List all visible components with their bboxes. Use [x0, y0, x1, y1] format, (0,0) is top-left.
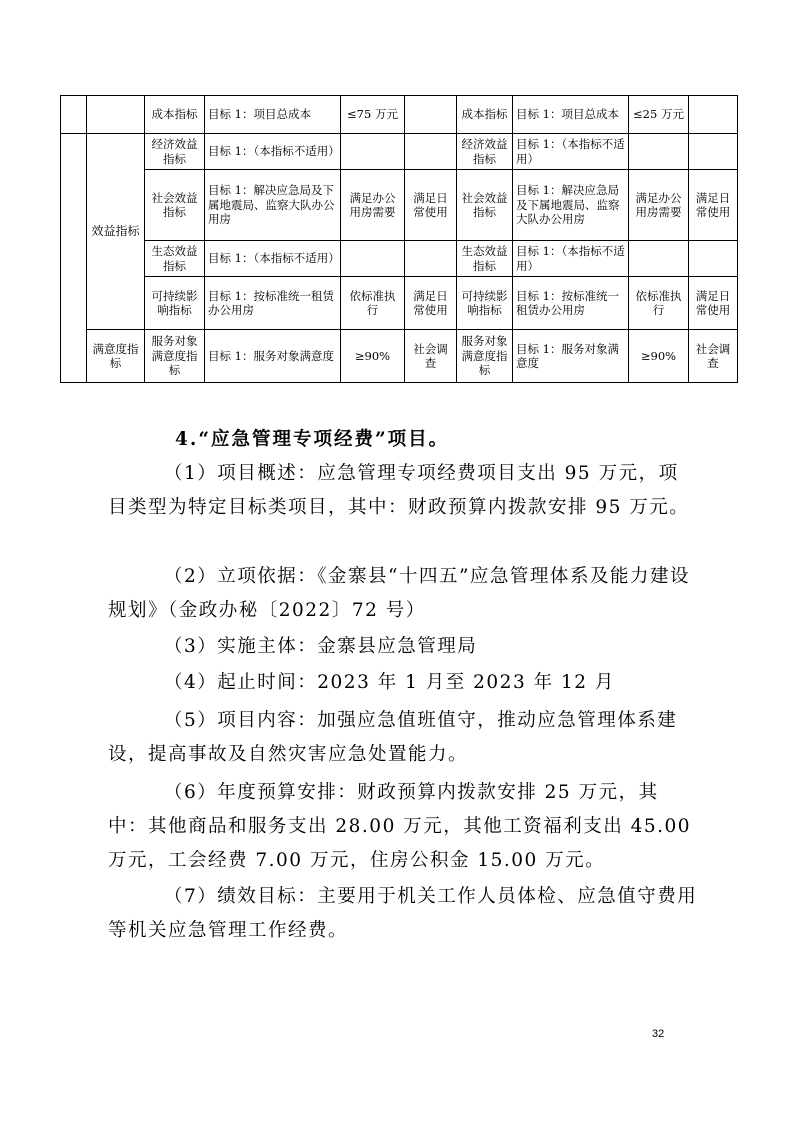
- benefit-target-right: 目标 1：（本指标不适用）: [513, 134, 629, 170]
- satisfaction-category-label: 满意度指标: [87, 330, 145, 383]
- satisfaction-indicator-label-right: 服务对象满意度指标: [457, 330, 513, 383]
- paragraph-overview: （1）项目概述：应急管理专项经费项目支出 95 万元，项目类型为特定目标类项目，其中：财政预算内拨款安排 95 万元。: [108, 463, 690, 518]
- satisfaction-indicator-label: 服务对象满意度指标: [145, 330, 205, 383]
- benefit-target-right: 目标 1：（本指标不适用）: [513, 241, 629, 277]
- table-row: [61, 96, 738, 134]
- benefit-value-right: [629, 241, 689, 277]
- benefit-method-right: [689, 134, 738, 170]
- benefit-target-left: 目标 1：（本指标不适用）: [205, 134, 341, 170]
- table-row: [61, 277, 738, 330]
- benefit-method-right: 满足日常使用: [689, 277, 738, 330]
- cost-value-left: ≤75 万元: [341, 96, 405, 134]
- satisfaction-method-right: 社会调查: [689, 330, 738, 383]
- paragraph-content: （5）项目内容：加强应急值班值守，推动应急管理体系建设，提高事故及自然灾害应急处置能力。: [108, 710, 678, 765]
- benefit-method-right: 满足日常使用: [689, 170, 738, 241]
- section-heading: 4.“应急管理专项经费”项目。: [175, 429, 450, 450]
- benefit-indicator-label: 社会效益指标: [145, 170, 205, 241]
- benefit-indicator-label-right: 可持续影响指标: [457, 277, 513, 330]
- performance-indicator-table: [60, 95, 738, 383]
- satisfaction-method-left: 社会调查: [405, 330, 457, 383]
- benefit-method-left: 满足日常使用: [405, 170, 457, 241]
- benefit-method-left: [405, 241, 457, 277]
- benefit-indicator-label: 生态效益指标: [145, 241, 205, 277]
- cost-value-right: ≤25 万元: [629, 96, 689, 134]
- paragraph-goal: （7）绩效目标：主要用于机关工作人员体检、应急值守费用等机关应急管理工作经费。: [108, 886, 698, 941]
- benefit-indicator-label-right: 社会效益指标: [457, 170, 513, 241]
- benefit-target-left: 目标 1：按标准统一租赁办公用房: [205, 277, 341, 330]
- benefit-value-right: [629, 134, 689, 170]
- benefit-method-right: [689, 241, 738, 277]
- cost-indicator-label: 成本指标: [145, 96, 205, 134]
- satisfaction-target-right: 目标 1：服务对象满意度: [513, 330, 629, 383]
- benefit-value-left: [341, 134, 405, 170]
- benefit-category-label: 效益指标: [87, 134, 145, 330]
- table-row: [61, 134, 738, 170]
- benefit-target-right: 目标 1：解决应急局及下属地震局、监察大队办公用房: [513, 170, 629, 241]
- benefit-method-left: [405, 134, 457, 170]
- paragraph-entity: （3）实施主体：金寨县应急管理局: [164, 636, 478, 657]
- benefit-target-right: 目标 1：按标准统一租赁办公用房: [513, 277, 629, 330]
- benefit-value-left: 满足办公用房需要: [341, 170, 405, 241]
- benefit-value-left: [341, 241, 405, 277]
- paragraph-basis: （2）立项依据：《金寨县“十四五”应急管理体系及能力建设规划》（金政办秘〔2022〕72 号）: [108, 566, 690, 621]
- table-row: [61, 170, 738, 241]
- cost-target-left: 目标 1：项目总成本: [205, 96, 341, 134]
- benefit-target-left: 目标 1：（本指标不适用）: [205, 241, 341, 277]
- benefit-indicator-label: 可持续影响指标: [145, 277, 205, 330]
- benefit-target-left: 目标 1：解决应急局及下属地震局、监察大队办公用房: [205, 170, 341, 241]
- satisfaction-value-right: ≥90%: [629, 330, 689, 383]
- table-cell: [689, 96, 738, 134]
- table-cell: [61, 96, 87, 134]
- table-row: [61, 241, 738, 277]
- page-number: 32: [652, 1028, 665, 1040]
- table-row: [61, 330, 738, 383]
- benefit-value-right: 依标准执行: [629, 277, 689, 330]
- benefit-value-right: 满足办公用房需要: [629, 170, 689, 241]
- benefit-value-left: 依标准执行: [341, 277, 405, 330]
- benefit-indicator-label: 经济效益指标: [145, 134, 205, 170]
- performance-table-section: [60, 95, 737, 383]
- cost-indicator-label-right: 成本指标: [457, 96, 513, 134]
- table-cell: [405, 96, 457, 134]
- table-cell: [87, 96, 145, 134]
- benefit-indicator-label-right: 经济效益指标: [457, 134, 513, 170]
- satisfaction-value-left: ≥90%: [341, 330, 405, 383]
- paragraph-budget: （6）年度预算安排：财政预算内拨款安排 25 万元，其中：其他商品和服务支出 28.00 万元，其他工资福利支出 45.00 万元，工会经费 7.00 万元，住房公积金 15.00 万元。: [108, 782, 692, 871]
- benefit-indicator-label-right: 生态效益指标: [457, 241, 513, 277]
- satisfaction-target-left: 目标 1：服务对象满意度: [205, 330, 341, 383]
- paragraph-period: （4）起止时间：2023 年 1 月至 2023 年 12 月: [164, 672, 615, 693]
- cost-target-right: 目标 1：项目总成本: [513, 96, 629, 134]
- table-cell: [61, 134, 87, 383]
- benefit-method-left: 满足日常使用: [405, 277, 457, 330]
